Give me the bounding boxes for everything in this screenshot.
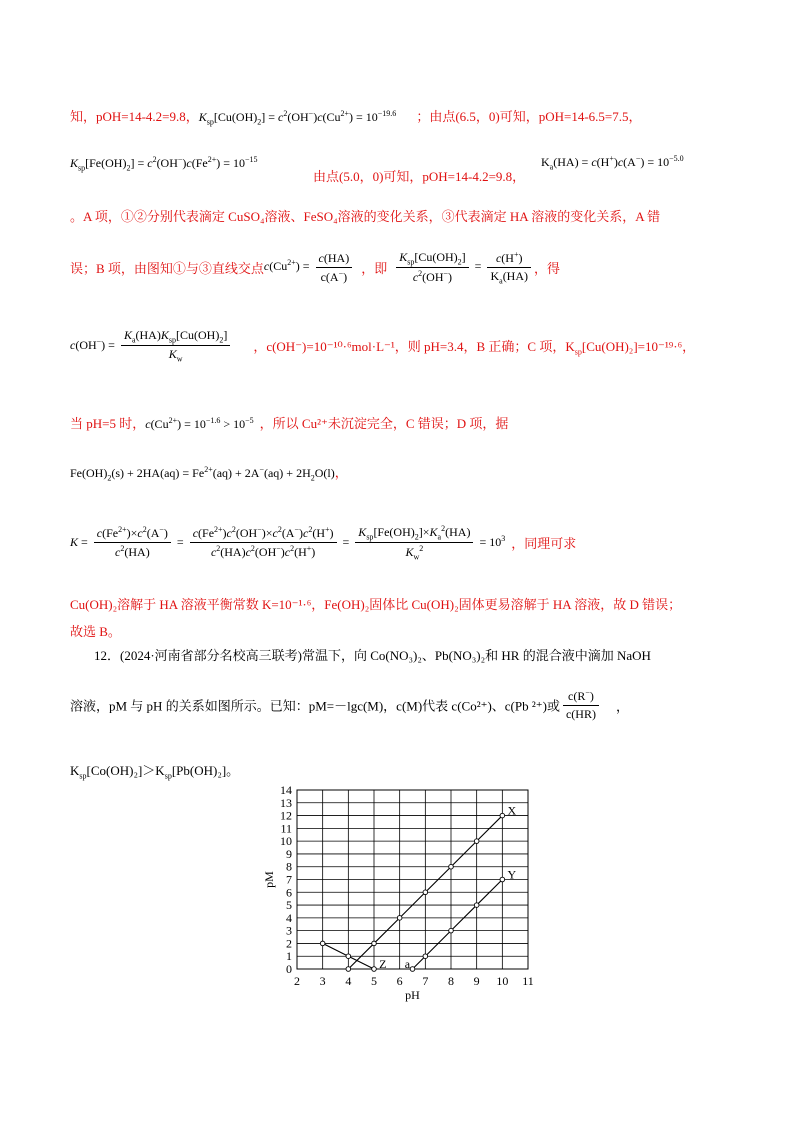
y-tick-label: 0 xyxy=(286,962,292,976)
x-tick-label: 3 xyxy=(319,974,326,988)
solution-line-2 xyxy=(70,155,258,172)
solution-text: ， xyxy=(334,465,348,480)
solution-text: sp xyxy=(574,347,582,357)
y-tick-label: 7 xyxy=(286,872,292,887)
y-tick-label: 10 xyxy=(280,834,292,849)
data-point-z xyxy=(372,967,377,972)
solution-text: ，所以 Cu²⁺未沉淀完全，C 错误；D 项，据 xyxy=(259,416,509,431)
x-tick-label: 7 xyxy=(422,974,429,988)
curve-label-a: a xyxy=(404,956,411,971)
solution-line-6 xyxy=(70,413,508,432)
data-point-y xyxy=(423,954,428,959)
solution-line-2c xyxy=(541,154,684,171)
data-point-y xyxy=(500,877,505,882)
intersection-formula: $c(Cu^{2+})$ = $\frac{c(HA)}{c(A^-)}$ xyxy=(264,259,355,273)
x-tick-label: 2 xyxy=(294,974,300,988)
chart-ticks xyxy=(262,783,534,1002)
solution-line-4 xyxy=(70,250,560,285)
solution-text: ，c(OH⁻)=10⁻¹⁰·⁶mol·L⁻¹，则 pH=3.4，B 正确；C 项，K xyxy=(253,338,575,354)
y-tick-label: 1 xyxy=(286,949,292,964)
solution-text: 当 pH=5 时， xyxy=(70,416,146,431)
solution-text: ，即 xyxy=(361,261,388,277)
curve-label-z: Z xyxy=(379,956,387,971)
data-point-x xyxy=(372,941,377,946)
y-tick-label: 8 xyxy=(286,859,292,874)
question-text: K xyxy=(70,763,80,778)
y-tick-label: 13 xyxy=(280,795,292,810)
data-point-x xyxy=(500,813,505,818)
oh-formula: c(OH−) = $\frac{K_a(HA)K_{sp}[Cu(OH)_2]}{K_w}$ xyxy=(70,338,233,352)
dissolution-equation: $Fe(OH)_2(s) + 2HA(aq) = Fe^{2+}(aq) + 2A^-(aq) + 2H_2O(l)$ xyxy=(70,465,335,483)
solution-line-7 xyxy=(70,462,348,482)
solution-line-3: 。A 项，①②分别代表滴定 CuSO₄溶液、FeSO₄溶液的变化关系，③代表滴定 HA 溶液的变化关系，A 错 xyxy=(70,209,661,224)
chart-series xyxy=(320,813,504,971)
y-tick-label: 5 xyxy=(286,898,292,913)
solution-line-10: 故选 B。 xyxy=(70,624,121,639)
question-line-3 xyxy=(70,760,239,781)
series-line-y xyxy=(413,880,503,970)
solution-line-8 xyxy=(70,524,576,562)
intersection-formula-2: $\frac{K_{sp}[Cu(OH)_2]}{c^2(OH^-)}$ = $\frac{c(H^+)}{K_a(HA)}$ xyxy=(393,259,534,273)
ksp-fe-formula: $K_{sp}[Fe(OH)_2] = c^2(OH^-)c(Fe^{2+}) = 10^{-15}$ xyxy=(70,155,258,173)
chart-labels xyxy=(379,803,516,970)
question-text: ， xyxy=(615,698,629,714)
y-tick-label: 12 xyxy=(280,808,292,823)
data-point-z xyxy=(320,941,325,946)
y-tick-label: 3 xyxy=(286,923,292,938)
solution-text: [Cu(OH)₂]=10⁻¹⁹·⁶， xyxy=(581,338,696,354)
question-text: sp xyxy=(79,771,87,781)
ratio-formula: $\frac{c(R^-)}{c(HR)}$ xyxy=(560,697,602,711)
solution-text: 知，pOH=14-4.2=9.8， xyxy=(70,109,199,124)
x-tick-label: 11 xyxy=(522,974,534,988)
solution-text: 误；B 项，由图知①与③直线交点 xyxy=(70,261,264,277)
y-tick-label: 2 xyxy=(286,936,292,951)
solution-text: ，同理可求 xyxy=(511,536,577,552)
data-point-y xyxy=(410,967,415,972)
x-axis-label: pH xyxy=(405,988,420,1002)
solution-line-5 xyxy=(70,328,695,364)
data-point-x xyxy=(397,916,402,921)
series-line-z xyxy=(323,943,374,969)
y-tick-label: 4 xyxy=(286,910,292,925)
x-tick-label: 6 xyxy=(396,974,403,988)
data-point-y xyxy=(474,903,479,908)
x-tick-label: 9 xyxy=(473,974,480,988)
y-axis-label: pM xyxy=(262,871,276,888)
solution-line-9: Cu(OH)₂溶解于 HA 溶液平衡常数 K=10⁻¹·⁶，Fe(OH)₂固体比 Cu(OH)₂固体更易溶解于 HA 溶液，故 D 错误； xyxy=(70,597,682,612)
k-derivation-formula: K = $\frac{c(Fe^{2+})\times c^2(A^-)}{c^2(HA)}$ = $\frac{c(Fe^{2+})c^2(OH^-)\times c^2(A^-)c^2(H^+)}{c^2(HA)c^2(OH^-)c^2(H^+)}$ = $\frac{K_{sp}[Fe(OH)_2]\times K_a^2(HA)}{K_w^2}$ = $10^3$ xyxy=(70,524,506,562)
data-point-z xyxy=(346,954,351,959)
question-line-1: 12．(2024·河南省部分名校高三联考)常温下，向 Co(NO₃)₂、Pb(NO₃)₂和 HR 的混合液中滴加 NaOH xyxy=(94,648,651,663)
data-point-x xyxy=(346,967,351,972)
question-text: 溶液，pM 与 pH 的关系如图所示。已知：pM=－lgc(M)，c(M)代表 c(Co²⁺)、c(Pb ²⁺)或 xyxy=(70,698,560,714)
data-point-x xyxy=(423,890,428,895)
y-tick-label: 14 xyxy=(280,783,292,797)
ksp-cu-formula: $K_{sp}[Cu(OH)_2] = c^2(OH^-)c(Cu^{2+}) = 10^{-19.6}$ xyxy=(198,109,397,127)
question-text: sp xyxy=(164,771,172,781)
question-text: [Pb(OH)₂]。 xyxy=(171,763,240,778)
data-point-y xyxy=(449,928,454,933)
solution-text: 由点(5.0，0)可知，pOH=14-4.2=9.8， xyxy=(313,169,526,184)
plot-frame xyxy=(297,790,528,969)
data-point-x xyxy=(474,839,479,844)
solution-line-2b xyxy=(313,166,525,185)
solution-text: ；由点(6.5，0)可知，pOH=14-6.5=7.5， xyxy=(416,109,642,124)
series-line-x xyxy=(348,816,502,969)
x-tick-label: 10 xyxy=(496,974,509,988)
y-tick-label: 6 xyxy=(286,885,292,900)
data-point-x xyxy=(449,864,454,869)
question-text: [Co(OH)₂]＞K xyxy=(86,763,165,778)
curve-label-x: X xyxy=(507,803,517,818)
y-tick-label: 9 xyxy=(286,846,292,861)
x-tick-label: 4 xyxy=(345,974,352,988)
ka-ha-formula: $K_a(HA) = c(H^+)c(A^-) = 10^{-5.0}$ xyxy=(541,154,684,172)
curve-label-y: Y xyxy=(507,867,517,882)
question-line-2 xyxy=(70,688,629,722)
solution-text: ，得 xyxy=(534,261,561,277)
chart-grid xyxy=(297,790,528,969)
x-tick-label: 5 xyxy=(371,974,377,988)
solution-line-1 xyxy=(70,106,642,126)
y-tick-label: 11 xyxy=(280,821,292,836)
cu-conc-formula: $c(Cu^{2+}) = 10^{-1.6} > 10^{-5}$ xyxy=(145,416,254,431)
x-tick-label: 8 xyxy=(448,974,454,988)
